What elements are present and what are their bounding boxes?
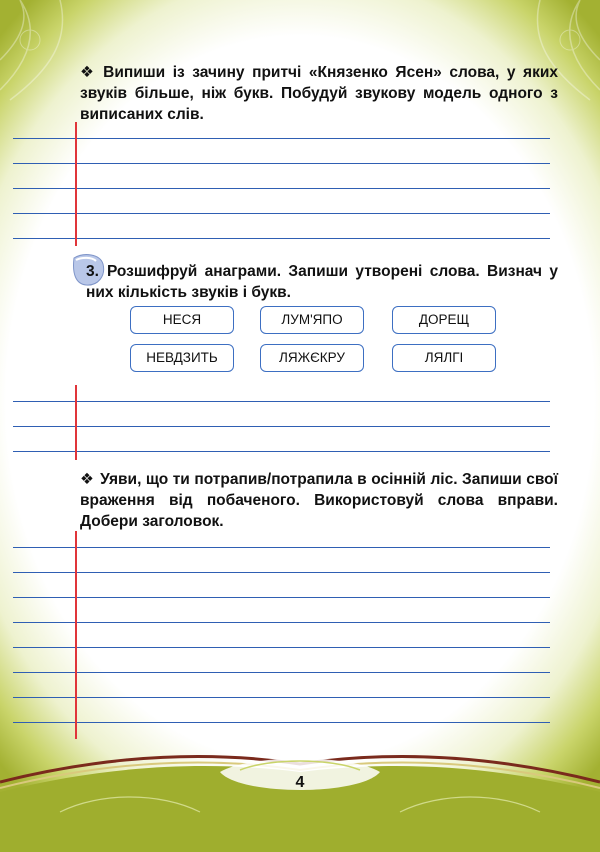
margin-line-3 (75, 531, 77, 739)
task-instruction-1 (80, 62, 558, 125)
task-text-3: Розшифруй анаграми. Запиши утворені слова. Визнач у них кількість звуків і букв. (86, 263, 558, 301)
anagram-word: ДОРЕЩ (392, 306, 496, 334)
anagram-grid (130, 306, 500, 378)
anagram-word: НЕВДЗИТЬ (130, 344, 234, 372)
margin-line-1 (75, 122, 77, 246)
task-text-1: Випиши із зачину притчі «Князенко Ясен» слова, у яких звуків більше, ніж букв. Побудуй звукову модель одного з виписаних слів. (80, 64, 558, 123)
footer-ornament (0, 752, 600, 852)
anagram-word: НЕСЯ (130, 306, 234, 334)
task-number: 3. (86, 263, 99, 280)
bullet-icon: ❖ (80, 64, 98, 81)
anagram-word: ЛЯЖЄКРУ (260, 344, 364, 372)
task-instruction-3 (86, 261, 558, 303)
task-text-2: Уяви, що ти потрапив/потрапила в осінній ліс. Запиши свої враження від побаченого. Використовуй слова вправи. Добери заголовок. (80, 471, 558, 530)
task-instruction-2 (80, 469, 558, 532)
anagram-word: ЛУМ'ЯПО (260, 306, 364, 334)
anagram-word: ЛЯЛГІ (392, 344, 496, 372)
margin-line-2 (75, 385, 77, 460)
bullet-icon: ❖ (80, 471, 95, 488)
page-number: 4 (295, 774, 305, 791)
